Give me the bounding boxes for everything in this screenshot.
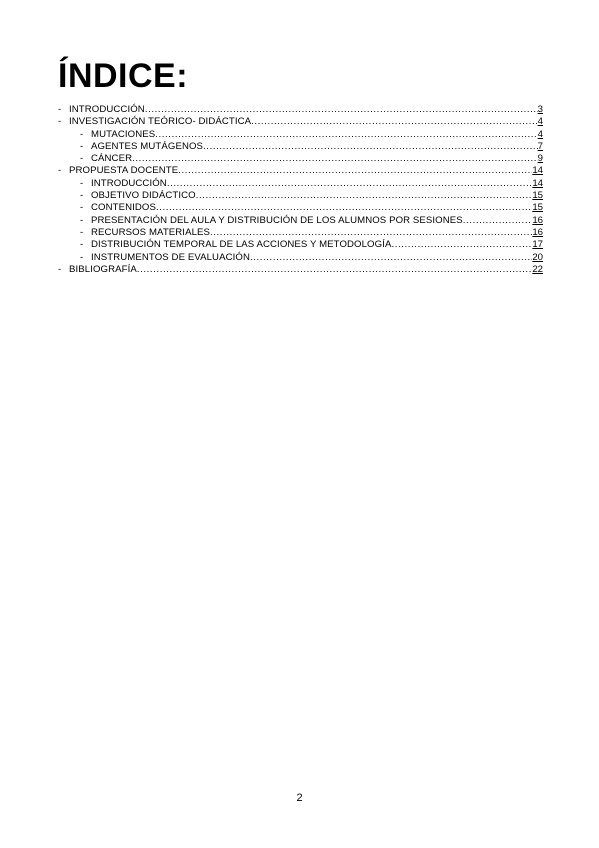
- toc-entry-label: MUTACIONES: [91, 128, 156, 140]
- toc-entry-label: CONTENIDOS: [91, 202, 156, 214]
- dot-leader: [155, 129, 537, 141]
- toc-entry-mutaciones[interactable]: [58, 129, 543, 141]
- toc-bullet: -: [80, 239, 84, 251]
- dot-leader: [203, 141, 538, 153]
- toc-bullet: -: [80, 177, 84, 189]
- toc-bullet: -: [80, 190, 84, 202]
- toc-page-link[interactable]: 14: [532, 165, 543, 177]
- dot-leader: [132, 153, 538, 165]
- toc-page-link[interactable]: 17: [532, 239, 543, 251]
- dot-leader: [167, 178, 533, 190]
- toc-page-link[interactable]: 22: [532, 263, 543, 275]
- toc-entry-label: INTRODUCCIÓN: [69, 104, 145, 115]
- toc-bullet: -: [58, 263, 62, 275]
- toc-entry-label: RECURSOS MATERIALES: [91, 226, 211, 238]
- toc-page-link[interactable]: 4: [537, 128, 543, 140]
- toc-bullet: -: [80, 202, 84, 214]
- toc-bullet: -: [80, 128, 84, 140]
- toc-entry-label: PRESENTACIÓN DEL AULA Y DISTRIBUCIÓN DE LOS ALUMNOS POR SESIONES: [91, 214, 463, 226]
- toc-entry-label: CÁNCER: [91, 153, 133, 165]
- page-number: 2: [296, 792, 303, 804]
- toc-page-link[interactable]: 7: [537, 140, 543, 152]
- dot-leader: [391, 239, 532, 251]
- toc-page-link[interactable]: 16: [532, 214, 543, 226]
- toc-entry-distribucion-temporal[interactable]: [58, 239, 543, 251]
- toc-bullet: -: [58, 116, 62, 128]
- toc-bullet: -: [80, 226, 84, 238]
- toc-page-link[interactable]: 9: [537, 153, 543, 165]
- toc-bullet: -: [80, 214, 84, 226]
- toc-entry-label: AGENTES MUTÁGENOS: [91, 140, 204, 152]
- toc-entry-objetivo-didactico[interactable]: [58, 190, 543, 202]
- dot-leader: [251, 116, 538, 128]
- toc-entry-recursos-materiales[interactable]: [58, 227, 543, 239]
- toc-bullet: -: [80, 153, 84, 165]
- toc-page-link[interactable]: 15: [532, 190, 543, 202]
- toc-page-link[interactable]: 16: [532, 226, 543, 238]
- toc-page-link[interactable]: 4: [537, 116, 543, 128]
- toc-entry-propuesta-docente[interactable]: [58, 165, 543, 177]
- toc-entry-label: OBJETIVO DIDÁCTICO: [91, 190, 196, 202]
- toc-page-link[interactable]: 20: [532, 251, 543, 263]
- dot-leader: [196, 190, 533, 202]
- dot-leader: [137, 264, 532, 276]
- toc-page-link[interactable]: 3: [537, 104, 543, 115]
- toc-entry-investigacion[interactable]: [58, 116, 543, 128]
- dot-leader: [145, 104, 538, 116]
- dot-leader: [463, 215, 533, 227]
- toc-entry-introduccion-propuesta[interactable]: [58, 178, 543, 190]
- dot-leader: [156, 202, 532, 214]
- toc-entry-agentes-mutagenos[interactable]: [58, 141, 543, 153]
- toc-entry-label: INTRODUCCIÓN: [91, 177, 167, 189]
- toc-entry-presentacion-aula[interactable]: [58, 215, 543, 227]
- toc-entry-label: INVESTIGACIÓN TEÓRICO- DIDÁCTICA: [69, 116, 252, 128]
- toc-bullet: -: [80, 140, 84, 152]
- toc-bullet: -: [58, 104, 62, 115]
- toc-entry-cancer[interactable]: [58, 153, 543, 165]
- toc-page-link[interactable]: 15: [532, 202, 543, 214]
- dot-leader: [250, 252, 532, 264]
- toc-page-link[interactable]: 14: [532, 177, 543, 189]
- toc-bullet: -: [80, 251, 84, 263]
- toc-entry-bibliografia[interactable]: [58, 264, 543, 276]
- table-of-contents: [58, 104, 543, 276]
- dot-leader: [210, 227, 532, 239]
- dot-leader: [178, 165, 532, 177]
- toc-entry-label: INSTRUMENTOS DE EVALUACIÓN: [91, 251, 250, 263]
- toc-entry-label: PROPUESTA DOCENTE: [69, 165, 179, 177]
- toc-bullet: -: [58, 165, 62, 177]
- page-title: ÍNDICE:: [58, 57, 189, 95]
- toc-entry-label: BIBLIOGRAFÍA: [69, 263, 137, 275]
- toc-entry-instrumentos-evaluacion[interactable]: [58, 252, 543, 264]
- toc-entry-contenidos[interactable]: [58, 202, 543, 214]
- toc-entry-introduccion[interactable]: [58, 104, 543, 116]
- toc-entry-label: DISTRIBUCIÓN TEMPORAL DE LAS ACCIONES Y METODOLOGÍA: [91, 239, 392, 251]
